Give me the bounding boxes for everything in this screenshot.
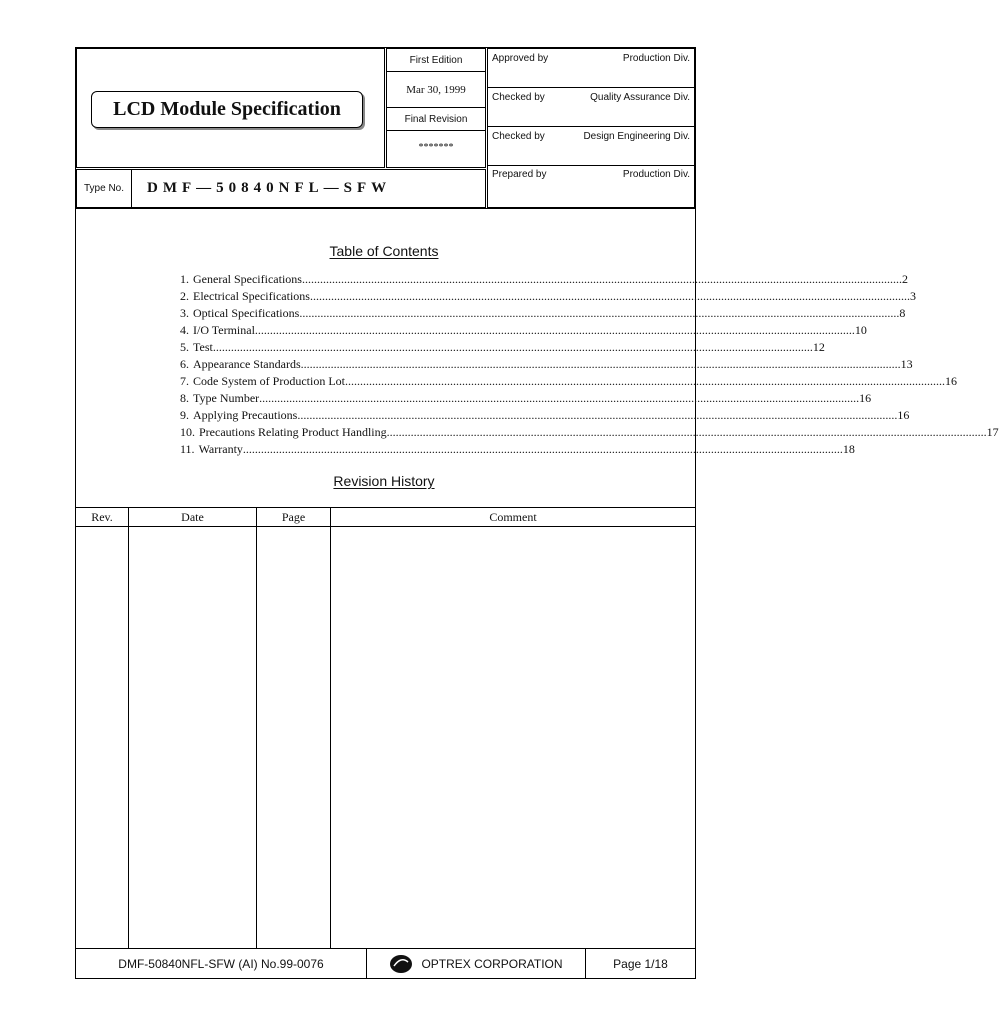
first-edition-label: First Edition [387, 49, 485, 72]
toc-leader-dots: ........................................................................................................................................................................................................ [242, 442, 843, 456]
revision-col-page: Page [281, 509, 306, 524]
toc-leader-dots: ........................................................................................................................................................................................................ [386, 425, 987, 439]
final-revision-label: Final Revision [387, 107, 485, 131]
toc-item [180, 372, 957, 389]
revision-col-comment: Comment [489, 509, 537, 524]
divider [488, 165, 694, 166]
toc-item-number: 5. [180, 340, 189, 354]
toc-item-number: 7. [180, 374, 189, 388]
toc-leader-dots: ........................................................................................................................................................................................................ [297, 408, 898, 422]
approval-role: Checked by [492, 131, 545, 142]
toc-item [180, 321, 867, 338]
final-revision-value: ******* [418, 141, 454, 153]
toc-item-number: 4. [180, 323, 189, 337]
optrex-logo-icon [389, 954, 413, 974]
toc-item-number: 11. [180, 442, 195, 456]
toc-item-page: 8 [899, 306, 906, 320]
divider [488, 126, 694, 127]
toc-item-title: I/O Terminal [193, 323, 255, 337]
toc-item-page: 16 [945, 374, 957, 388]
revision-col-divider [330, 507, 331, 948]
edition-block [386, 48, 486, 168]
toc-leader-dots: ........................................................................................................................................................................................................ [299, 306, 900, 320]
revision-heading: Revision History [333, 473, 435, 489]
approval-division: Production Div. [622, 169, 690, 180]
toc-leader-dots: ........................................................................................................................................................................................................ [345, 374, 945, 388]
company-name: OPTREX CORPORATION [421, 956, 563, 971]
divider [488, 87, 694, 88]
toc-item-page: 18 [842, 442, 855, 456]
toc-item-page: 17 [986, 425, 999, 439]
revision-col-divider [256, 507, 257, 948]
toc-item-title: Electrical Specifications [193, 289, 310, 303]
toc-heading: Table of Contents [329, 243, 439, 259]
toc-item-number: 6. [180, 357, 189, 371]
toc-item-number: 3. [180, 306, 189, 320]
toc-item [180, 338, 825, 355]
toc-item-title: Code System of Production Lot [193, 374, 345, 388]
toc-item [180, 389, 872, 406]
footer-doc-id: DMF-50840NFL-SFW (AI) No.99-0076 [118, 956, 324, 971]
toc-item [180, 287, 916, 304]
toc-item [180, 406, 910, 423]
toc-item-title: Warranty [198, 442, 243, 456]
footer-company [367, 948, 585, 979]
revision-col-rev: Rev. [91, 509, 113, 524]
toc-item-page: 2 [901, 272, 908, 286]
toc-item [180, 304, 906, 321]
toc-leader-dots: ........................................................................................................................................................................................................ [212, 340, 813, 354]
toc-leader-dots: ........................................................................................................................................................................................................ [259, 391, 860, 405]
toc-item-number: 9. [180, 408, 189, 422]
footer-page-number: Page 1/18 [613, 956, 668, 971]
type-value: DMF—50840NFL—SFW [147, 180, 392, 196]
toc-item-page: 16 [897, 408, 910, 422]
revision-col-divider [128, 507, 129, 948]
approvals-block [487, 48, 695, 208]
toc-item-title: Test [193, 340, 213, 354]
approval-row-prepared [492, 169, 690, 180]
type-label: Type No. [77, 170, 132, 207]
toc-item-page: 16 [859, 391, 872, 405]
revision-table-header-rule [75, 526, 696, 527]
toc-leader-dots: ........................................................................................................................................................................................................ [300, 357, 901, 371]
toc-item-number: 10. [180, 425, 195, 439]
toc-item-number: 8. [180, 391, 189, 405]
toc-item [180, 423, 999, 440]
approval-row-design [492, 131, 690, 142]
toc-item-title: General Specifications [193, 272, 302, 286]
toc-item-page: 3 [909, 289, 916, 303]
toc-leader-dots: ........................................................................................................................................................................................................ [254, 323, 855, 337]
approval-division: Production Div. [622, 53, 690, 64]
approval-row-approved [492, 53, 690, 64]
toc-item-page: 10 [854, 323, 867, 337]
toc-item-title: Applying Precautions [193, 408, 298, 422]
approval-row-qa [492, 92, 690, 103]
approval-division: Design Engineering Div. [583, 131, 690, 142]
toc-item-page: 13 [900, 357, 913, 371]
toc-item [180, 355, 913, 372]
document-title: LCD Module Specification [91, 91, 363, 128]
approval-role: Prepared by [492, 169, 547, 180]
toc-item [180, 440, 855, 457]
approval-role: Approved by [492, 53, 549, 64]
toc-item-page: 12 [812, 340, 825, 354]
revision-col-date: Date [181, 509, 204, 524]
header-rule [75, 208, 696, 209]
type-number-box [76, 169, 486, 208]
toc-item-title: Precautions Relating Product Handling [199, 425, 387, 439]
approval-role: Checked by [492, 92, 545, 103]
approval-division: Quality Assurance Div. [590, 92, 690, 103]
first-edition-date: Mar 30, 1999 [406, 83, 466, 96]
toc-item-number: 1. [180, 272, 189, 286]
toc-item-number: 2. [180, 289, 189, 303]
toc-item-title: Appearance Standards [193, 357, 301, 371]
toc-item-title: Optical Specifications [193, 306, 300, 320]
toc-item [180, 270, 908, 287]
toc-item-title: Type Number [193, 391, 260, 405]
toc-leader-dots: ........................................................................................................................................................................................................ [309, 289, 910, 303]
toc-leader-dots: ........................................................................................................................................................................................................ [301, 272, 902, 286]
